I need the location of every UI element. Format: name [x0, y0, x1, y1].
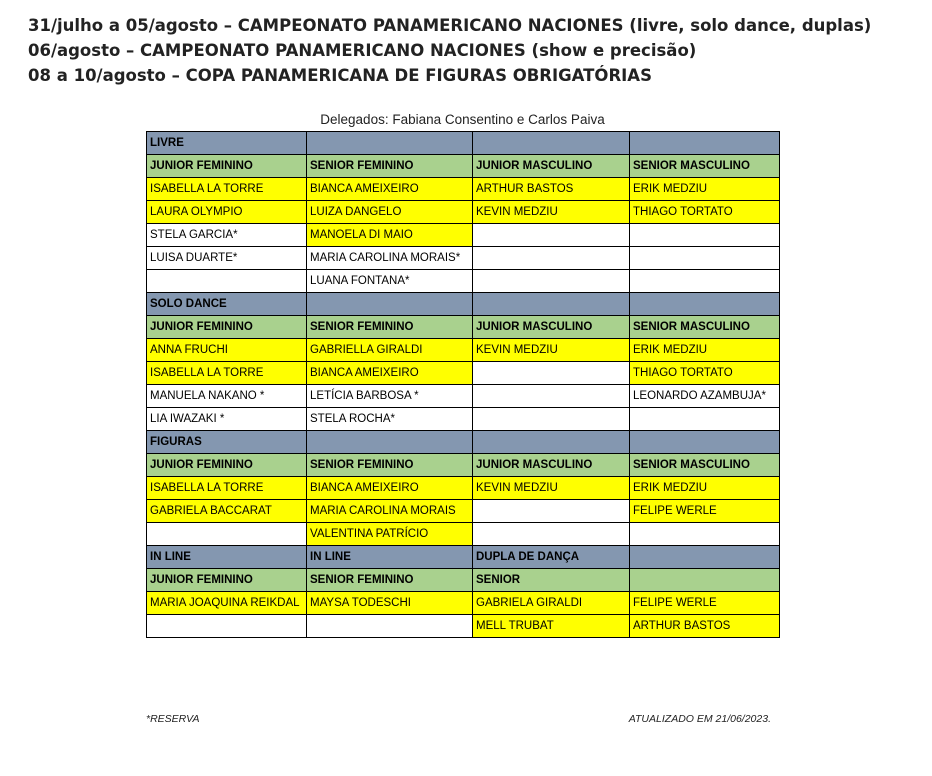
- table-cell: [147, 523, 307, 546]
- table-cell: MAYSA TODESCHI: [307, 592, 473, 615]
- table-row: [147, 408, 780, 431]
- table-cell: DUPLA DE DANÇA: [473, 546, 630, 569]
- table-cell: LUIZA DANGELO: [307, 201, 473, 224]
- table-cell: [147, 270, 307, 293]
- table-cell: SENIOR MASCULINO: [630, 454, 780, 477]
- table-cell: GABRIELA GIRALDI: [473, 592, 630, 615]
- table-cell: SENIOR FEMININO: [307, 569, 473, 592]
- table-cell: SENIOR MASCULINO: [630, 316, 780, 339]
- section-header-row: [147, 546, 780, 569]
- table-cell: [630, 247, 780, 270]
- table-cell: MANUELA NAKANO *: [147, 385, 307, 408]
- table-cell: [630, 224, 780, 247]
- table-cell: LUISA DUARTE*: [147, 247, 307, 270]
- table-cell: SENIOR MASCULINO: [630, 155, 780, 178]
- table-cell: [473, 132, 630, 155]
- table-cell: BIANCA AMEIXEIRO: [307, 477, 473, 500]
- event-headings: [28, 13, 871, 88]
- table-cell: [473, 224, 630, 247]
- table-cell: STELA ROCHA*: [307, 408, 473, 431]
- table-cell: FIGURAS: [147, 431, 307, 454]
- reserve-note: *RESERVA: [146, 713, 200, 725]
- table-cell: BIANCA AMEIXEIRO: [307, 178, 473, 201]
- roster-table-body: [147, 132, 780, 638]
- table-cell: ERIK MEDZIU: [630, 339, 780, 362]
- event-heading-1: 31/julho a 05/agosto – CAMPEONATO PANAMERICANO NACIONES (livre, solo dance, duplas): [28, 16, 872, 35]
- table-cell: IN LINE: [147, 546, 307, 569]
- table-cell: KEVIN MEDZIU: [473, 201, 630, 224]
- table-cell: STELA GARCIA*: [147, 224, 307, 247]
- table-cell: JUNIOR MASCULINO: [473, 155, 630, 178]
- table-cell: ANNA FRUCHI: [147, 339, 307, 362]
- table-row: [147, 500, 780, 523]
- section-header-row: [147, 132, 780, 155]
- table-row: [147, 201, 780, 224]
- table-row: [147, 362, 780, 385]
- table-cell: SENIOR FEMININO: [307, 454, 473, 477]
- table-row: [147, 592, 780, 615]
- table-cell: ERIK MEDZIU: [630, 477, 780, 500]
- table-cell: IN LINE: [307, 546, 473, 569]
- table-cell: BIANCA AMEIXEIRO: [307, 362, 473, 385]
- roster-table: [146, 131, 780, 638]
- table-cell: ISABELLA LA TORRE: [147, 178, 307, 201]
- table-cell: JUNIOR FEMININO: [147, 454, 307, 477]
- table-cell: FELIPE WERLE: [630, 592, 780, 615]
- event-heading-2: 06/agosto – CAMPEONATO PANAMERICANO NACIONES (show e precisão): [28, 41, 697, 60]
- table-cell: [307, 431, 473, 454]
- table-cell: [307, 132, 473, 155]
- table-cell: SENIOR FEMININO: [307, 155, 473, 178]
- table-cell: KEVIN MEDZIU: [473, 339, 630, 362]
- table-row: [147, 523, 780, 546]
- table-row: [147, 270, 780, 293]
- table-cell: JUNIOR FEMININO: [147, 569, 307, 592]
- table-cell: GABRIELLA GIRALDI: [307, 339, 473, 362]
- table-cell: [473, 431, 630, 454]
- table-cell: [473, 408, 630, 431]
- table-cell: [630, 431, 780, 454]
- table-cell: ISABELLA LA TORRE: [147, 362, 307, 385]
- table-cell: MARIA CAROLINA MORAIS*: [307, 247, 473, 270]
- table-cell: SENIOR FEMININO: [307, 316, 473, 339]
- table-cell: LIVRE: [147, 132, 307, 155]
- table-cell: ARTHUR BASTOS: [473, 178, 630, 201]
- table-cell: [473, 500, 630, 523]
- table-cell: JUNIOR FEMININO: [147, 316, 307, 339]
- table-cell: SENIOR: [473, 569, 630, 592]
- table-cell: FELIPE WERLE: [630, 500, 780, 523]
- table-cell: LIA IWAZAKI *: [147, 408, 307, 431]
- table-cell: [630, 293, 780, 316]
- table-cell: ERIK MEDZIU: [630, 178, 780, 201]
- event-heading-3: 08 a 10/agosto – COPA PANAMERICANA DE FIGURAS OBRIGATÓRIAS: [28, 66, 652, 85]
- table-cell: [473, 523, 630, 546]
- table-cell: LUANA FONTANA*: [307, 270, 473, 293]
- table-row: [147, 615, 780, 638]
- table-cell: [630, 569, 780, 592]
- table-cell: [473, 270, 630, 293]
- table-cell: [473, 385, 630, 408]
- table-cell: [307, 293, 473, 316]
- table-row: [147, 477, 780, 500]
- table-cell: [630, 132, 780, 155]
- table-row: [147, 339, 780, 362]
- table-cell: [473, 247, 630, 270]
- table-cell: [630, 270, 780, 293]
- updated-date: ATUALIZADO EM 21/06/2023.: [628, 713, 771, 725]
- table-cell: THIAGO TORTATO: [630, 201, 780, 224]
- table-row: [147, 224, 780, 247]
- table-cell: MELL TRUBAT: [473, 615, 630, 638]
- table-cell: JUNIOR MASCULINO: [473, 454, 630, 477]
- table-cell: [473, 293, 630, 316]
- category-header-row: [147, 316, 780, 339]
- section-header-row: [147, 431, 780, 454]
- table-row: [147, 385, 780, 408]
- table-cell: JUNIOR MASCULINO: [473, 316, 630, 339]
- delegates-label: Delegados: Fabiana Consentino e Carlos Paiva: [320, 112, 605, 127]
- table-cell: [630, 523, 780, 546]
- category-header-row: [147, 569, 780, 592]
- table-cell: GABRIELA BACCARAT: [147, 500, 307, 523]
- table-cell: LETÍCIA BARBOSA *: [307, 385, 473, 408]
- table-cell: SOLO DANCE: [147, 293, 307, 316]
- table-cell: JUNIOR FEMININO: [147, 155, 307, 178]
- table-cell: ARTHUR BASTOS: [630, 615, 780, 638]
- table-cell: [147, 615, 307, 638]
- category-header-row: [147, 454, 780, 477]
- table-cell: LAURA OLYMPIO: [147, 201, 307, 224]
- table-cell: THIAGO TORTATO: [630, 362, 780, 385]
- table-cell: ISABELLA LA TORRE: [147, 477, 307, 500]
- table-cell: [307, 615, 473, 638]
- table-cell: [630, 408, 780, 431]
- table-cell: MANOELA DI MAIO: [307, 224, 473, 247]
- section-header-row: [147, 293, 780, 316]
- table-cell: MARIA CAROLINA MORAIS: [307, 500, 473, 523]
- table-cell: [473, 362, 630, 385]
- table-cell: [630, 546, 780, 569]
- table-cell: KEVIN MEDZIU: [473, 477, 630, 500]
- table-cell: LEONARDO AZAMBUJA*: [630, 385, 780, 408]
- table-cell: MARIA JOAQUINA REIKDAL: [147, 592, 307, 615]
- table-row: [147, 247, 780, 270]
- table-row: [147, 178, 780, 201]
- table-cell: VALENTINA PATRÍCIO: [307, 523, 473, 546]
- category-header-row: [147, 155, 780, 178]
